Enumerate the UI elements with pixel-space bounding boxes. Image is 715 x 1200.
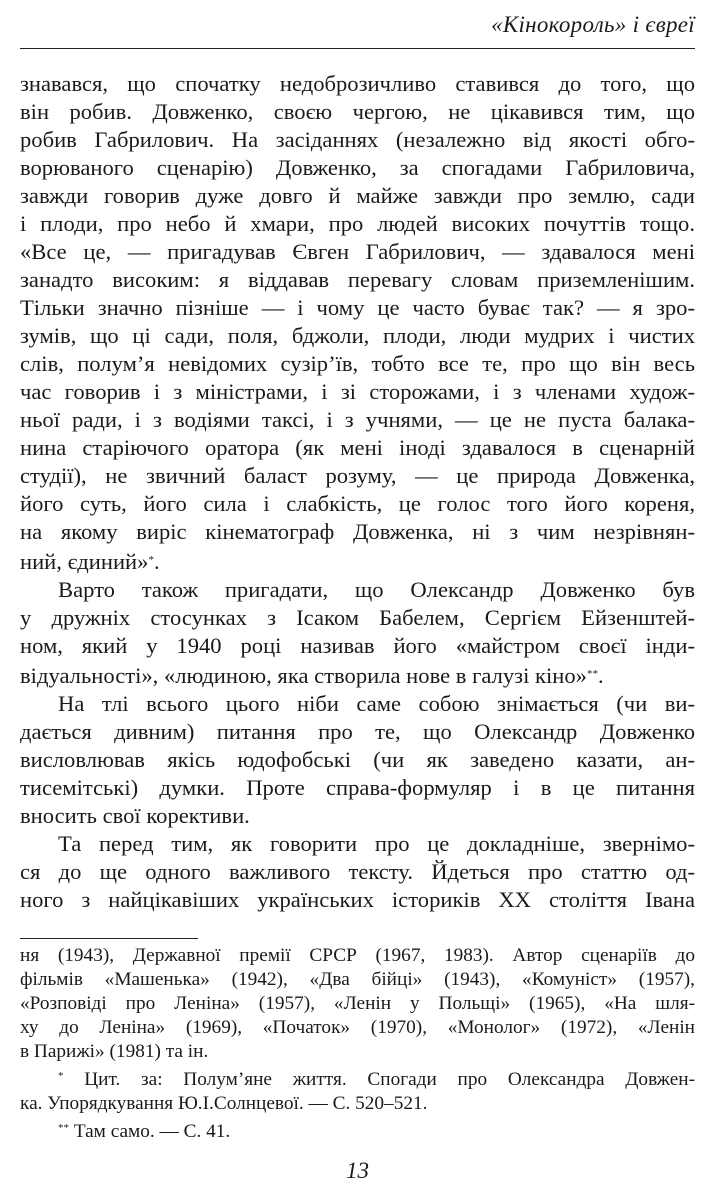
body-line: занадто високим: я віддавав перевагу словам приземленішим. — [20, 267, 695, 292]
footnote-line: ху до Леніна» (1969), «Початок» (1970), «Монолог» (1972), «Ленін — [20, 1017, 695, 1038]
footnote-line: ня (1943), Державної премії СРСР (1967, 1983). Автор сценаріїв до — [20, 945, 695, 966]
body-line: ворюваного сценарію) Довженко, за спогадами Габриловича, — [20, 155, 695, 180]
body-line: студії), не звичний баласт розуму, — це природа Довженка, — [20, 463, 695, 488]
running-header-title: «Кінокороль» і євреї — [491, 12, 695, 37]
body-line: його суть, його сила і слабкість, це голос того його кореня, — [20, 491, 695, 516]
body-line: дається дивним) питання про те, що Олександр Довженко — [20, 719, 695, 744]
body-line: тисемітські) думки. Проте справа-формуляр і в це питання — [20, 775, 695, 800]
body-line: «Все це, — пригадував Євген Габрилович, — здавалося мені — [20, 239, 695, 264]
body-line: Тільки значно пізніше — і чому це часто буває так? — я зро- — [20, 295, 695, 320]
body-line: На тлі всього цього ніби саме собою знімається (чи ви- — [58, 691, 695, 716]
footnote-line: «Розповіді про Леніна» (1957), «Ленін у Польщі» (1965), «На шля- — [20, 993, 695, 1014]
body-line: знавався, що спочатку недоброзичливо ставився до того, що — [20, 71, 695, 96]
body-line: Та перед тим, як говорити про це докладніше, звернімо- — [58, 831, 695, 856]
body-line: слів, полум’я невідомих сузір’їв, тобто все те, про що він весь — [20, 351, 695, 376]
body-line: робив Габрилович. На засіданнях (незалежно від якості обго- — [20, 127, 695, 152]
page-number: 13 — [346, 1158, 369, 1183]
footnote-line: в Парижі» (1981) та ін. — [20, 1041, 209, 1062]
footnote-ref: * — [148, 554, 154, 566]
body-line: Варто також пригадати, що Олександр Довженко був — [58, 577, 695, 602]
body-line: у дружніх стосунках з Ісаком Бабелем, Сергієм Ейзенштей- — [20, 605, 695, 630]
body-line: зумів, що ці сади, поля, бджоли, плоди, люди мудрих і чистих — [20, 323, 695, 348]
footnote-1-text: Цит. за: Полум’яне життя. Спогади про Олександра Довжен- — [84, 1069, 695, 1090]
body-line: висловлював якісь юдофобські (чи як заведено казати, ан- — [20, 747, 695, 772]
body-line: ньої ради, і з водіями таксі, і з учнями, — це не пуста балака- — [20, 407, 695, 432]
body-line: нина старіючого оратора (як мені іноді здавалося в сценарній — [20, 435, 695, 460]
body-line: завжди говорив дуже довго й майже завжди про землю, сади — [20, 183, 695, 208]
body-line: ного з найцікавіших українських істориків XX століття Івана — [20, 887, 695, 912]
footnote-divider — [20, 938, 198, 939]
running-header — [20, 0, 695, 49]
body-line: вносить свої корективи. — [20, 803, 250, 828]
footnote-1-line — [20, 1064, 695, 1092]
body-line: і плоди, про небо й хмари, про людей високих почуттів тощо. — [20, 211, 695, 236]
body-line: на якому виріс кінематограф Довженка, ні з чим незрівнян- — [20, 519, 695, 544]
footnote-marker: * — [58, 1070, 64, 1082]
footnote-marker: ** — [58, 1122, 69, 1134]
body-line: ся до ще одного важливого тексту. Йдеться про статтю од- — [20, 859, 695, 884]
footnote-ref: ** — [586, 668, 598, 680]
body-line-end: відуальності», «людиною, яка створила нове в галузі кіно»**. — [20, 663, 604, 688]
body-line-end: ний, єдиний»*. — [20, 549, 160, 574]
footnote-1-line: ка. Упорядкування Ю.І.Солнцевої. — С. 520–521. — [20, 1093, 428, 1114]
body-line-text: відуальності», «людиною, яка створила нове в галузі кіно» — [20, 663, 587, 688]
footnote-2-text: Там само. — С. 41. — [73, 1121, 231, 1142]
body-line: він робив. Довженко, своєю чергою, не цікавився тим, що — [20, 99, 695, 124]
footnote-2-line — [20, 1116, 695, 1144]
footnotes — [20, 944, 695, 1144]
footnote-line: фільмів «Машенька» (1942), «Два бійці» (1943), «Комуніст» (1957), — [20, 969, 695, 990]
body-line: час говорив і з міністрами, і зі сторожами, і з членами худож- — [20, 379, 695, 404]
body-line-text: ний, єдиний» — [20, 549, 149, 574]
main-text — [20, 70, 695, 914]
body-line: ном, який у 1940 році називав його «майстром своєї інди- — [20, 633, 695, 658]
